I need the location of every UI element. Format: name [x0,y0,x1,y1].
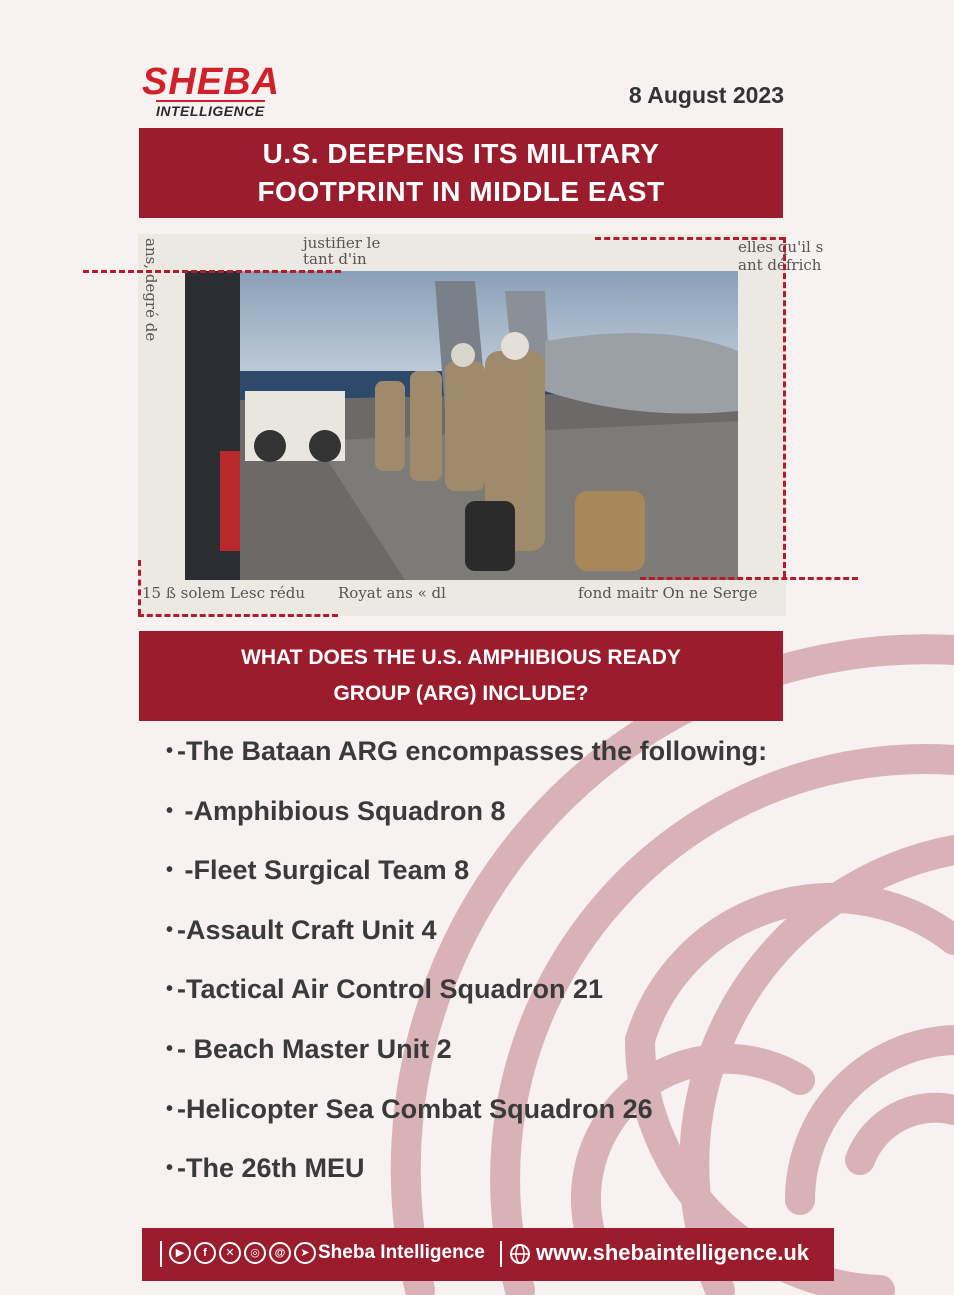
instagram-icon[interactable]: ◎ [244,1242,266,1264]
sheba-logo[interactable] [142,62,302,122]
list-item: • -Amphibious Squadron 8 [166,796,506,826]
newspaper-texture: elles qu'il s [738,238,824,256]
question-banner [139,631,783,721]
globe-icon [509,1243,531,1265]
newspaper-texture: 15 ß solem Lesc rédu [142,584,306,602]
list-item: • -Assault Craft Unit 4 [166,915,437,945]
list-item: • -Fleet Surgical Team 8 [166,855,470,885]
newspaper-texture: fond maitr On ne Serge [578,584,758,602]
newspaper-texture: Royat ans « dl [338,584,446,602]
dashed-accent [640,577,858,580]
logo-sub-text: INTELLIGENCE [156,100,265,119]
newspaper-texture: ans, degré de [142,238,160,342]
footer-bar [142,1228,834,1281]
telegram-icon[interactable]: ➤ [294,1242,316,1264]
list-item: • -Helicopter Sea Combat Squadron 26 [166,1094,653,1124]
title-banner [139,128,783,218]
question-line-2: GROUP (ARG) INCLUDE? [333,682,589,705]
threads-icon[interactable]: @ [269,1242,291,1264]
list-item: • -The 26th MEU [166,1153,365,1183]
list-item: • -The Bataan ARG encompasses the following: [166,736,768,766]
divider [500,1241,502,1267]
facebook-icon[interactable]: f [194,1242,216,1264]
youtube-icon[interactable]: ▶ [169,1242,191,1264]
newspaper-texture: ant défrich [738,256,822,274]
dashed-accent [138,614,338,617]
title-line-1: U.S. DEEPENS ITS MILITARY [262,138,660,169]
list-item: • - Beach Master Unit 2 [166,1034,452,1064]
newspaper-texture: justifier le [303,234,381,252]
website-link[interactable]: www.shebaintelligence.uk [536,1240,810,1265]
logo-main-text: SHEBA [142,61,281,103]
footer-brand[interactable]: Sheba Intelligence [318,1242,485,1263]
divider [160,1241,162,1267]
dashed-accent [138,560,141,615]
social-icons [169,1242,316,1266]
publication-date: 8 August 2023 [628,82,784,108]
military-photo [185,271,738,580]
list-item: • -Tactical Air Control Squadron 21 [166,974,604,1004]
dashed-accent [783,237,786,577]
question-line-1: WHAT DOES THE U.S. AMPHIBIOUS READY [241,646,681,669]
dashed-accent [595,237,785,240]
newspaper-texture: tant d'in [303,250,367,268]
dashed-accent [83,270,341,273]
x-icon[interactable]: ✕ [219,1242,241,1264]
title-line-2: FOOTPRINT IN MIDDLE EAST [257,176,665,207]
